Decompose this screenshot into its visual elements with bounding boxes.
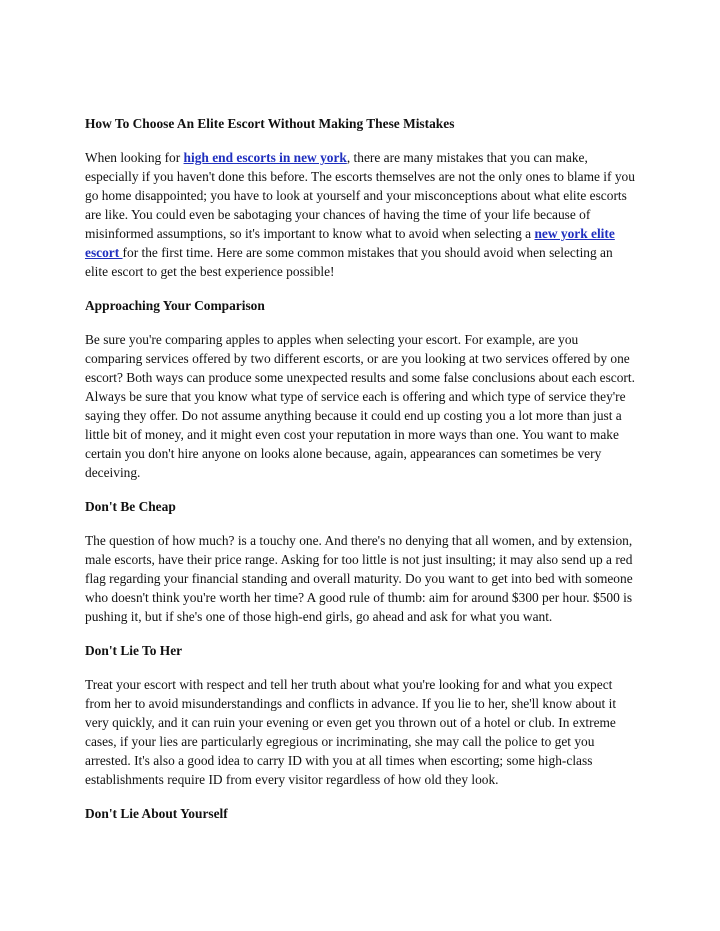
intro-paragraph (85, 148, 637, 281)
intro-text-3: for the first time. Here are some common mistakes that you should avoid when selecting an elite escort to get the best experience possible! (85, 245, 613, 279)
section-heading-cheap: Don't Be Cheap (85, 499, 176, 514)
section-heading-lie-to-her: Don't Lie To Her (85, 643, 183, 658)
section-heading-lie-about-yourself: Don't Lie About Yourself (85, 806, 228, 821)
intro-text-1: When looking for (85, 150, 184, 165)
section-body-comparison: Be sure you're comparing apples to apples when selecting your escort. For example, are you comparing services offered by two different escorts, or are you looking at two services offered by one escort? Both ways can produce some unexpected results and some false conclusions about each escort. Always be sure that you know what type of service each is offering and which type of service they're saying they offer. Do not assume anything because it could end up costing you a lot more than just a little bit of money, and it might even cost your reputation in more ways than one. You want to make certain you don't hire anyone on looks alone because, again, appearances can sometimes be very deceiving. (85, 332, 635, 480)
article-title: How To Choose An Elite Escort Without Making These Mistakes (85, 116, 455, 131)
document-page (85, 110, 637, 838)
section-body-lie-to-her: Treat your escort with respect and tell her truth about what you're looking for and what you expect from her to avoid misunderstandings and conflicts in advance. If you lie to her, she'll know about it very quickly, and it can ruin your evening or even get you thrown out of a hotel or club. In extreme cases, if your lies are particularly egregious or incriminating, she may call the police to get you arrested. It's also a good idea to carry ID with you at all times when escorting; some high-class establishments require ID from every visitor regardless of how old they look. (85, 677, 617, 787)
intro-text-2: , there are many mistakes that you can make, especially if you haven't done this before. The escorts themselves are not the only ones to blame if you go home disappointed; you have to look at yourself and your misconceptions about what elite escorts are like. You could even be sabotaging your chances of having the time of your life because of misinformed assumptions, so it's important to know what to avoid when selecting a (85, 150, 635, 241)
section-body-cheap: The question of how much? is a touchy one. And there's no denying that all women, and by extension, male escorts, have their price range. Asking for too little is not just insulting; it may also send up a red flag regarding your financial standing and overall maturity. Do you want to get into bed with someone who doesn't think you're worth her time? A good rule of thumb: aim for around $300 per hour. $500 is pushing it, but if she's one of those high-end girls, go ahead and ask for what you want. (85, 533, 633, 624)
section-heading-comparison: Approaching Your Comparison (85, 298, 265, 313)
link-high-end-escorts[interactable]: high end escorts in new york (183, 150, 347, 165)
link-new-york-elite-escort[interactable]: new york elite escort (85, 226, 615, 260)
